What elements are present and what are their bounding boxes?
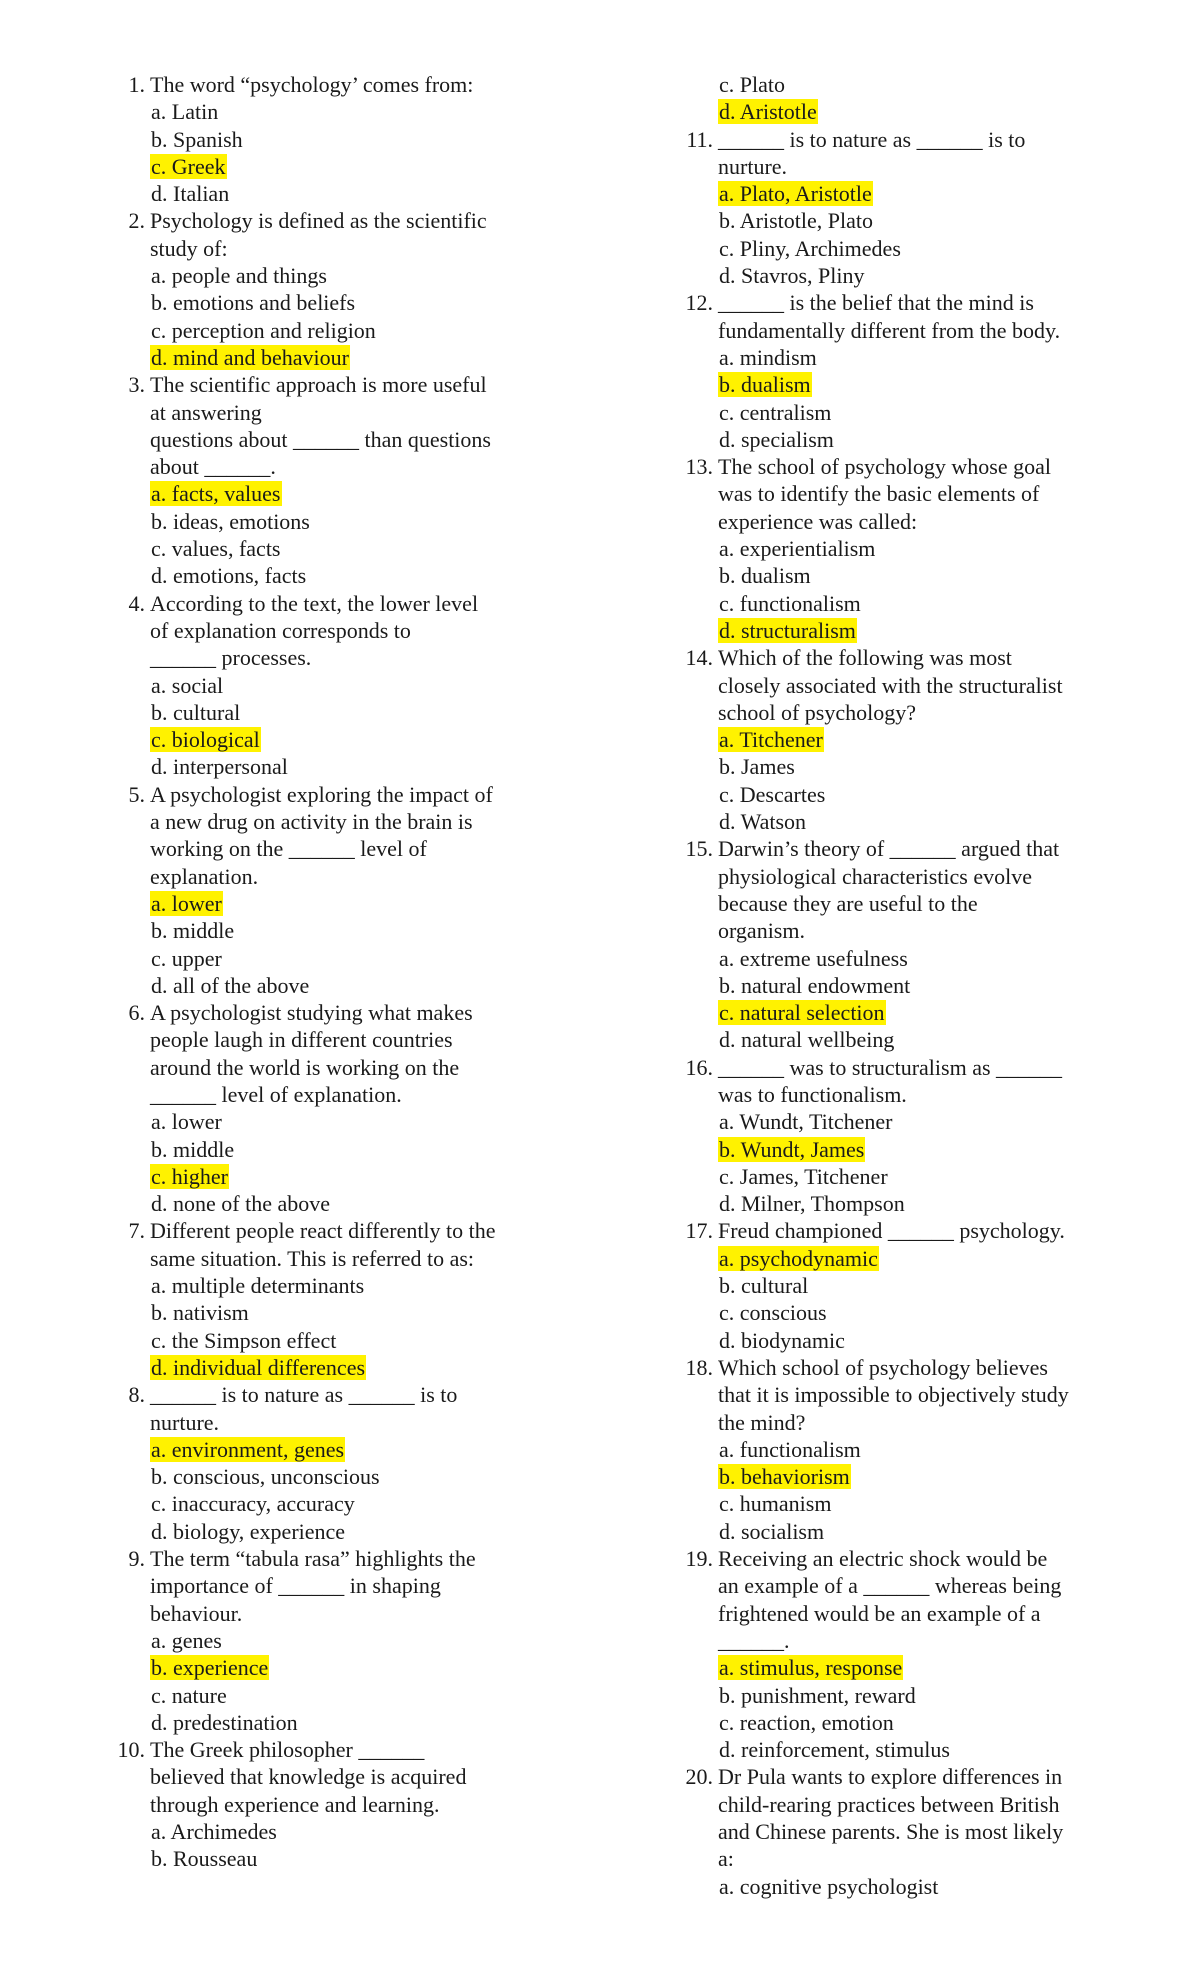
answer-option-correct <box>718 98 1138 125</box>
answer-option-correct <box>718 180 1138 207</box>
question-stem: According to the text, the lower level of explanation corresponds to ______ processes. <box>150 590 479 671</box>
option-text: d. reinforcement, stimulus <box>719 1737 950 1763</box>
option-text: c. reaction, emotion <box>719 1709 894 1735</box>
option-text: a. Latin <box>151 99 219 125</box>
answer-option <box>150 1518 570 1545</box>
answer-option <box>718 426 1138 453</box>
option-text: c. upper <box>151 945 222 971</box>
question-stem: ______ is to nature as ______ is to nurture. <box>150 1382 458 1435</box>
answer-option <box>150 917 570 944</box>
answer-option <box>150 562 570 589</box>
option-text: c. James, Titchener <box>719 1163 888 1189</box>
answer-option <box>150 508 570 535</box>
option-text: c. the Simpson effect <box>151 1327 337 1353</box>
answer-option-correct <box>718 999 1138 1026</box>
question-stem: The school of psychology whose goal was to identify the basic elements of experience was called: <box>718 454 1051 534</box>
option-text: d. all of the above <box>151 972 310 998</box>
option-text: d. natural wellbeing <box>719 1027 895 1053</box>
option-text: a. environment, genes <box>151 1436 345 1462</box>
answer-option <box>150 699 570 726</box>
question-number: 5. <box>128 781 145 807</box>
answer-option <box>718 753 1138 780</box>
question-item <box>685 1763 1138 1899</box>
answer-option <box>150 180 570 207</box>
option-text: a. stimulus, response <box>719 1655 903 1681</box>
question-number: 9. <box>128 1546 145 1572</box>
answer-option-correct <box>150 1654 570 1681</box>
answer-option <box>150 1818 570 1845</box>
option-text: d. socialism <box>719 1518 825 1544</box>
option-text: c. biological <box>151 727 260 753</box>
answer-option <box>150 126 570 153</box>
question-number: 12. <box>685 290 713 316</box>
answer-option <box>718 1190 1138 1217</box>
answer-option <box>718 1327 1138 1354</box>
answer-option-correct <box>150 153 570 180</box>
option-text: a. experientialism <box>719 536 876 562</box>
answer-option-correct <box>150 1163 570 1190</box>
answer-option <box>150 1299 570 1326</box>
answer-option <box>718 562 1138 589</box>
answer-option <box>150 1627 570 1654</box>
question-stem: The Greek philosopher ______ believed that knowledge is acquired through experience and learning. <box>150 1737 467 1817</box>
option-text: a. social <box>151 672 224 698</box>
option-text: b. emotions and beliefs <box>151 290 356 316</box>
answer-option-correct <box>150 890 570 917</box>
answer-option-correct <box>150 1354 570 1381</box>
option-text: d. emotions, facts <box>151 563 307 589</box>
question-item <box>685 835 1138 1053</box>
option-text: d. specialism <box>719 426 834 452</box>
option-text: c. Greek <box>151 153 226 179</box>
answer-option-correct <box>150 344 570 371</box>
option-text: a. Plato, Aristotle <box>719 181 872 207</box>
option-text: c. perception and religion <box>151 317 376 343</box>
question-stem: Receiving an electric shock would be an example of a ______ whereas being frightened would be an example of a ______. <box>718 1546 1062 1653</box>
option-text: d. none of the above <box>151 1191 330 1217</box>
answer-option <box>150 1190 570 1217</box>
question-stem: The word “psychology’ comes from: <box>150 72 474 97</box>
option-text: d. biology, experience <box>151 1518 346 1544</box>
option-text: d. Milner, Thompson <box>719 1191 905 1217</box>
answer-option <box>150 972 570 999</box>
option-text: b. Wundt, James <box>719 1136 865 1162</box>
answer-option <box>718 1108 1138 1135</box>
option-text: a. psychodynamic <box>719 1245 878 1271</box>
option-text: a. Archimedes <box>151 1819 277 1844</box>
option-text: a. lower <box>151 1109 222 1135</box>
answer-option <box>150 1463 570 1490</box>
question-10-continuation <box>718 71 1138 126</box>
question-item <box>686 126 1138 290</box>
option-text: c. centralism <box>719 399 832 425</box>
answer-option <box>718 1682 1138 1709</box>
option-text: c. conscious <box>719 1300 827 1326</box>
answer-option <box>150 98 570 125</box>
option-text: d. structuralism <box>719 617 856 643</box>
option-text: a. people and things <box>151 263 327 289</box>
answer-option-correct <box>718 1654 1138 1681</box>
question-item <box>128 1545 570 1736</box>
question-stem: The term “tabula rasa” highlights the importance of ______ in shaping behaviour. <box>150 1546 476 1626</box>
option-text: d. individual differences <box>151 1354 366 1380</box>
answer-option <box>718 1873 1138 1900</box>
question-number: 20. <box>685 1764 713 1790</box>
option-text: b. dualism <box>719 563 811 589</box>
question-stem: Darwin’s theory of ______ argued that physiological characteristics evolve because they are useful to the organism. <box>718 836 1060 944</box>
answer-option <box>718 1026 1138 1053</box>
answer-option <box>718 1490 1138 1517</box>
option-text: d. mind and behaviour <box>151 344 349 370</box>
question-item <box>685 453 1138 644</box>
question-stem: A psychologist studying what makes people laugh in different countries around the world is working on the ______ level of explanation. <box>150 1000 473 1107</box>
answer-option <box>150 1490 570 1517</box>
answer-option <box>150 1682 570 1709</box>
answer-option <box>718 972 1138 999</box>
answer-option <box>150 289 570 316</box>
option-text: d. Aristotle <box>719 99 817 125</box>
answer-option <box>150 535 570 562</box>
answer-option <box>718 71 1138 98</box>
question-stem: Different people react differently to the same situation. This is referred to as: <box>150 1218 496 1271</box>
question-number: 14. <box>685 645 713 671</box>
question-item <box>685 1545 1138 1763</box>
answer-option <box>718 344 1138 371</box>
question-item <box>685 289 1138 453</box>
question-item <box>128 207 570 371</box>
answer-option <box>718 1709 1138 1736</box>
answer-option <box>718 535 1138 562</box>
question-item <box>128 1381 570 1545</box>
option-text: a. facts, values <box>151 481 281 507</box>
answer-option <box>718 262 1138 289</box>
option-text: c. nature <box>151 1682 227 1708</box>
answer-option-correct <box>150 480 570 507</box>
answer-option <box>718 235 1138 262</box>
option-text: d. biodynamic <box>719 1327 845 1353</box>
answer-option <box>718 1299 1138 1326</box>
question-number: 4. <box>128 590 145 616</box>
option-text: b. natural endowment <box>719 972 911 998</box>
answer-option-correct <box>718 617 1138 644</box>
answer-option <box>150 1327 570 1354</box>
answer-option-correct <box>718 1245 1138 1272</box>
question-number: 18. <box>685 1354 713 1380</box>
option-text: c. Plato <box>719 72 785 97</box>
option-text: c. values, facts <box>151 536 281 562</box>
answer-option <box>150 753 570 780</box>
option-text: c. functionalism <box>719 590 861 616</box>
option-text: b. cultural <box>719 1273 809 1299</box>
option-text: b. cultural <box>151 699 241 725</box>
question-number: 1. <box>128 72 145 97</box>
answer-option <box>150 317 570 344</box>
option-text: b. Aristotle, Plato <box>719 208 873 234</box>
question-number: 11. <box>686 126 713 152</box>
question-number: 19. <box>685 1546 713 1572</box>
question-item <box>128 999 570 1217</box>
question-item <box>117 1736 570 1872</box>
answer-option-correct <box>718 1136 1138 1163</box>
option-text: d. interpersonal <box>151 754 288 780</box>
option-text: c. inaccuracy, accuracy <box>151 1491 355 1517</box>
question-item <box>128 71 570 207</box>
question-stem: Dr Pula wants to explore differences in child-rearing practices between British and Chinese parents. She is most likely a: <box>718 1764 1064 1872</box>
question-number: 3. <box>128 372 145 398</box>
question-item <box>128 371 570 589</box>
question-item <box>685 1217 1138 1353</box>
answer-option <box>150 1709 570 1736</box>
question-number: 17. <box>685 1218 713 1244</box>
answer-option <box>718 945 1138 972</box>
question-number: 10. <box>117 1737 145 1763</box>
question-stem: Which of the following was most closely associated with the structuralist school of psychology? <box>718 645 1063 725</box>
answer-option-correct <box>718 371 1138 398</box>
question-stem: Which school of psychology believes that it is impossible to objectively study the mind? <box>718 1354 1069 1435</box>
question-item <box>128 781 570 999</box>
answer-option-correct <box>150 1436 570 1463</box>
option-text: b. conscious, unconscious <box>151 1464 380 1490</box>
question-stem: The scientific approach is more useful at answering questions about ______ than questions about ______. <box>150 372 491 480</box>
option-text: c. higher <box>151 1163 228 1189</box>
answer-option-correct <box>718 726 1138 753</box>
left-column <box>117 71 570 1873</box>
answer-option <box>718 1163 1138 1190</box>
option-text: a. genes <box>151 1627 222 1653</box>
option-text: c. natural selection <box>719 1000 885 1026</box>
question-item <box>685 1054 1138 1218</box>
answer-option <box>718 781 1138 808</box>
question-stem: Freud championed ______ psychology. <box>718 1218 1065 1244</box>
question-stem: ______ is the belief that the mind is fundamentally different from the body. <box>718 290 1061 343</box>
answer-option <box>718 1736 1138 1763</box>
question-number: 7. <box>128 1218 145 1244</box>
option-text: d. Stavros, Pliny <box>719 263 865 289</box>
question-item <box>685 644 1138 835</box>
question-number: 13. <box>685 454 713 480</box>
answer-option <box>718 1272 1138 1299</box>
option-text: c. humanism <box>719 1491 832 1517</box>
option-text: a. functionalism <box>719 1436 861 1462</box>
option-text: a. cognitive psychologist <box>719 1873 939 1899</box>
question-stem: ______ is to nature as ______ is to nurture. <box>718 126 1026 179</box>
question-number: 16. <box>685 1054 713 1080</box>
option-text: d. predestination <box>151 1709 298 1735</box>
answer-option <box>150 1136 570 1163</box>
option-text: b. experience <box>151 1655 269 1681</box>
option-text: a. multiple determinants <box>151 1273 365 1299</box>
question-item <box>128 590 570 781</box>
question-item <box>685 1354 1138 1545</box>
right-column <box>685 71 1138 1900</box>
answer-option-correct <box>718 1463 1138 1490</box>
answer-option-correct <box>150 726 570 753</box>
option-text: d. Italian <box>151 181 230 207</box>
answer-option <box>150 672 570 699</box>
answer-option <box>150 1108 570 1135</box>
option-text: b. James <box>719 754 795 780</box>
answer-option <box>718 808 1138 835</box>
question-number: 2. <box>128 208 145 234</box>
answer-option <box>718 399 1138 426</box>
answer-option <box>718 590 1138 617</box>
option-text: c. Descartes <box>719 781 826 807</box>
question-item <box>128 1217 570 1381</box>
option-text: c. Pliny, Archimedes <box>719 235 901 261</box>
option-text: b. ideas, emotions <box>151 508 310 534</box>
answer-option <box>718 207 1138 234</box>
answer-option <box>150 945 570 972</box>
option-text: b. Rousseau <box>151 1846 258 1872</box>
option-text: a. extreme usefulness <box>719 945 908 971</box>
option-text: b. punishment, reward <box>719 1682 916 1708</box>
answer-option <box>718 1436 1138 1463</box>
answer-option <box>150 262 570 289</box>
option-text: a. mindism <box>719 344 817 370</box>
option-text: b. middle <box>151 918 235 944</box>
question-number: 8. <box>128 1382 145 1408</box>
option-text: b. middle <box>151 1136 235 1162</box>
option-text: a. Titchener <box>719 727 823 753</box>
question-number: 6. <box>128 1000 145 1026</box>
question-number: 15. <box>685 836 713 862</box>
option-text: b. Spanish <box>151 126 243 152</box>
question-stem: Psychology is defined as the scientific study of: <box>150 208 487 261</box>
option-text: a. lower <box>151 890 222 916</box>
answer-option <box>718 1518 1138 1545</box>
option-text: b. behaviorism <box>719 1464 850 1490</box>
option-text: b. dualism <box>719 372 811 398</box>
option-text: a. Wundt, Titchener <box>719 1109 893 1135</box>
question-stem: A psychologist exploring the impact of a new drug on activity in the brain is working on the ______ level of explanation. <box>150 781 493 889</box>
answer-option <box>150 1845 570 1872</box>
question-stem: ______ was to structuralism as ______ was to functionalism. <box>718 1054 1063 1107</box>
option-text: b. nativism <box>151 1300 249 1326</box>
answer-option <box>150 1272 570 1299</box>
option-text: d. Watson <box>719 809 807 835</box>
